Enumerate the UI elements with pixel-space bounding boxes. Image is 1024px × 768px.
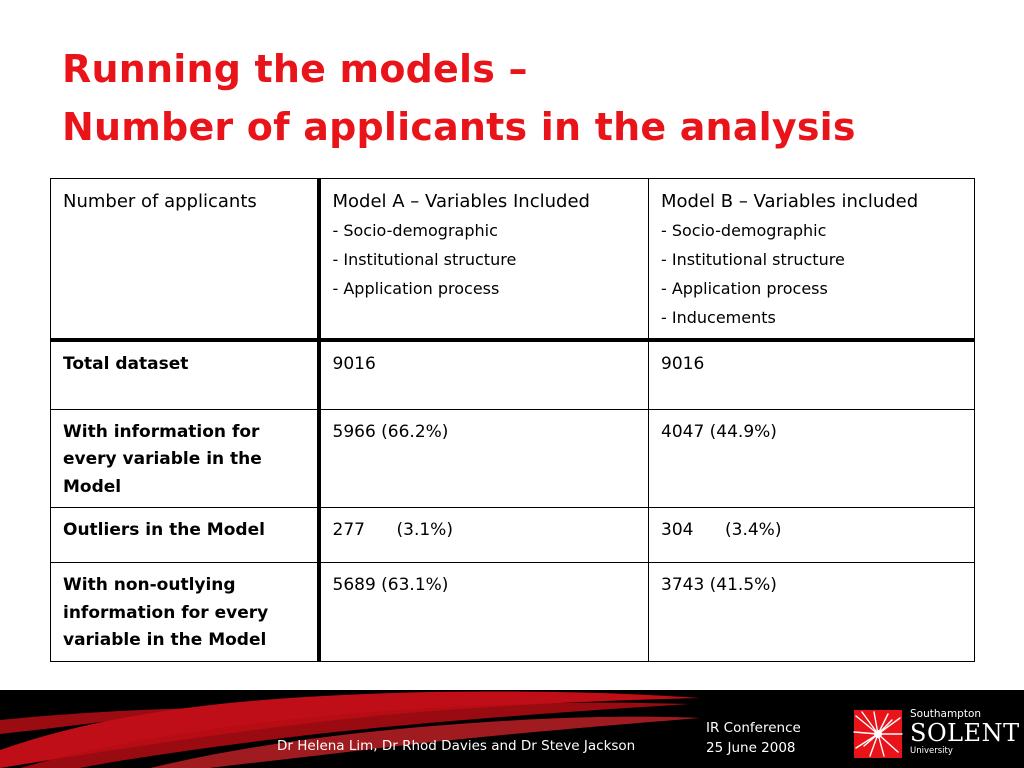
university-wordmark	[910, 708, 1020, 756]
model-a-value: 5966 (66.2%)	[319, 409, 649, 508]
model-a-count: 277	[332, 520, 365, 540]
model-b-value	[649, 508, 975, 563]
model-b-variable: - Inducements	[661, 307, 776, 327]
model-b-count: 304	[661, 520, 694, 540]
header-label-model-b: Model B – Variables included	[661, 191, 919, 212]
header-cell-applicants	[51, 179, 319, 340]
table-row	[51, 508, 975, 563]
university-line-1: Southampton	[910, 708, 982, 720]
applicants-table	[50, 178, 975, 662]
row-label: Total dataset	[51, 340, 319, 410]
row-label: With non-outlying information for every variable in the Model	[51, 563, 319, 662]
footer-authors: Dr Helena Lim, Dr Rhod Davies and Dr Steve Jackson	[277, 738, 636, 754]
footer-conference-info	[706, 718, 801, 758]
university-line-3: University	[910, 746, 953, 756]
conference-name: IR Conference	[706, 720, 801, 736]
model-a-variable: - Socio-demographic	[332, 220, 498, 240]
model-b-variable: - Socio-demographic	[661, 220, 827, 240]
university-line-2: SOLENT	[910, 719, 1020, 747]
row-label: Outliers in the Model	[51, 508, 319, 563]
model-a-value: 5689 (63.1%)	[319, 563, 649, 662]
row-label: With information for every variable in the Model	[51, 409, 319, 508]
model-b-value: 3743 (41.5%)	[649, 563, 975, 662]
header-label-applicants: Number of applicants	[63, 191, 257, 212]
model-a-value	[319, 508, 649, 563]
header-cell-model-a	[319, 179, 649, 340]
model-b-variable: - Institutional structure	[661, 249, 845, 269]
table-row	[51, 409, 975, 508]
model-b-value: 9016	[649, 340, 975, 410]
slide-title	[62, 40, 856, 156]
header-label-model-a: Model A – Variables Included	[332, 191, 590, 212]
model-b-percent: (3.4%)	[725, 520, 782, 540]
model-b-variable: - Application process	[661, 278, 828, 298]
table-row	[51, 340, 975, 410]
slide-title-line-1: Running the models –	[62, 47, 528, 91]
model-a-variable: - Application process	[332, 278, 500, 298]
table-header-row	[51, 179, 975, 340]
model-b-value: 4047 (44.9%)	[649, 409, 975, 508]
model-a-value: 9016	[319, 340, 649, 410]
header-cell-model-b	[649, 179, 975, 340]
model-a-variable: - Institutional structure	[332, 249, 517, 269]
model-a-percent: (3.1%)	[396, 520, 453, 540]
solent-starburst-logo-icon	[848, 706, 908, 762]
conference-date: 25 June 2008	[706, 740, 796, 756]
slide-title-line-2: Number of applicants in the analysis	[62, 105, 856, 149]
table-row	[51, 563, 975, 662]
